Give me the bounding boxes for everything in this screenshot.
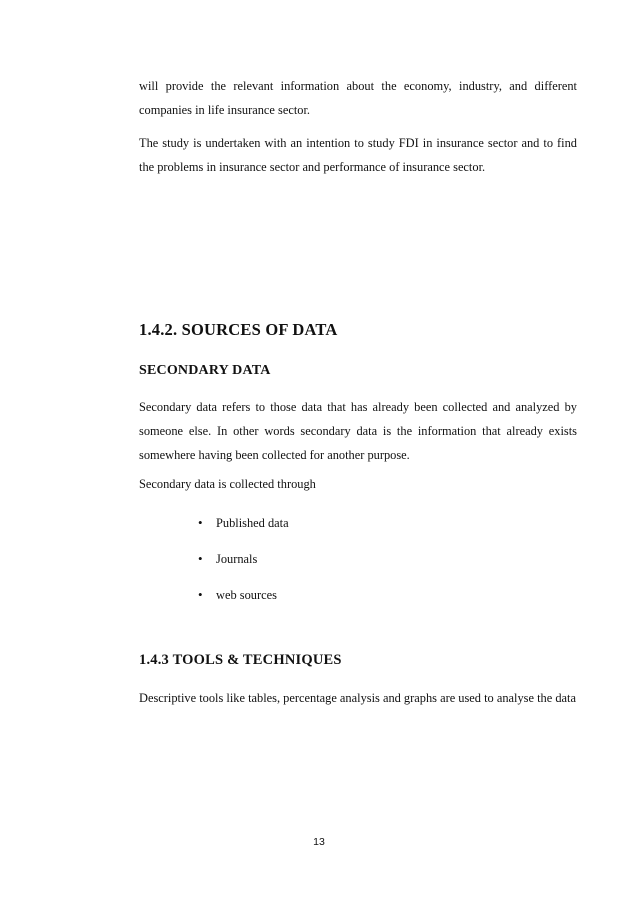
- intro-paragraph-2: The study is undertaken with an intention to study FDI in insurance sector and to find the problems in insurance sector and performance of insurance sector.: [139, 136, 577, 174]
- list-item-label: Published data: [216, 516, 289, 530]
- list-item: [198, 577, 289, 613]
- secondary-data-paragraph: Secondary data refers to those data that has already been collected and analyzed by someone else. In other words secondary data is the information that already exists somewhere having been collected for another purpose.: [139, 400, 577, 462]
- sources-heading: 1.4.2. SOURCES OF DATA: [139, 320, 338, 339]
- list-item: [198, 505, 289, 541]
- list-item-label: web sources: [216, 588, 277, 602]
- collected-through-text: Secondary data is collected through: [139, 477, 316, 491]
- sources-bullet-list: [198, 505, 289, 613]
- bullet-icon: •: [198, 587, 203, 602]
- intro-paragraph-1: will provide the relevant information about the economy, industry, and different companies in life insurance sector.: [139, 79, 577, 117]
- tools-paragraph: Descriptive tools like tables, percentage analysis and graphs are used to analyse the data: [139, 691, 576, 705]
- page-number: 13: [313, 836, 325, 848]
- bullet-icon: •: [198, 551, 203, 566]
- bullet-icon: •: [198, 515, 203, 530]
- list-item-label: Journals: [216, 552, 258, 566]
- tools-heading: 1.4.3 TOOLS & TECHNIQUES: [139, 652, 342, 668]
- list-item: [198, 541, 289, 577]
- secondary-data-subheading: SECONDARY DATA: [139, 363, 271, 378]
